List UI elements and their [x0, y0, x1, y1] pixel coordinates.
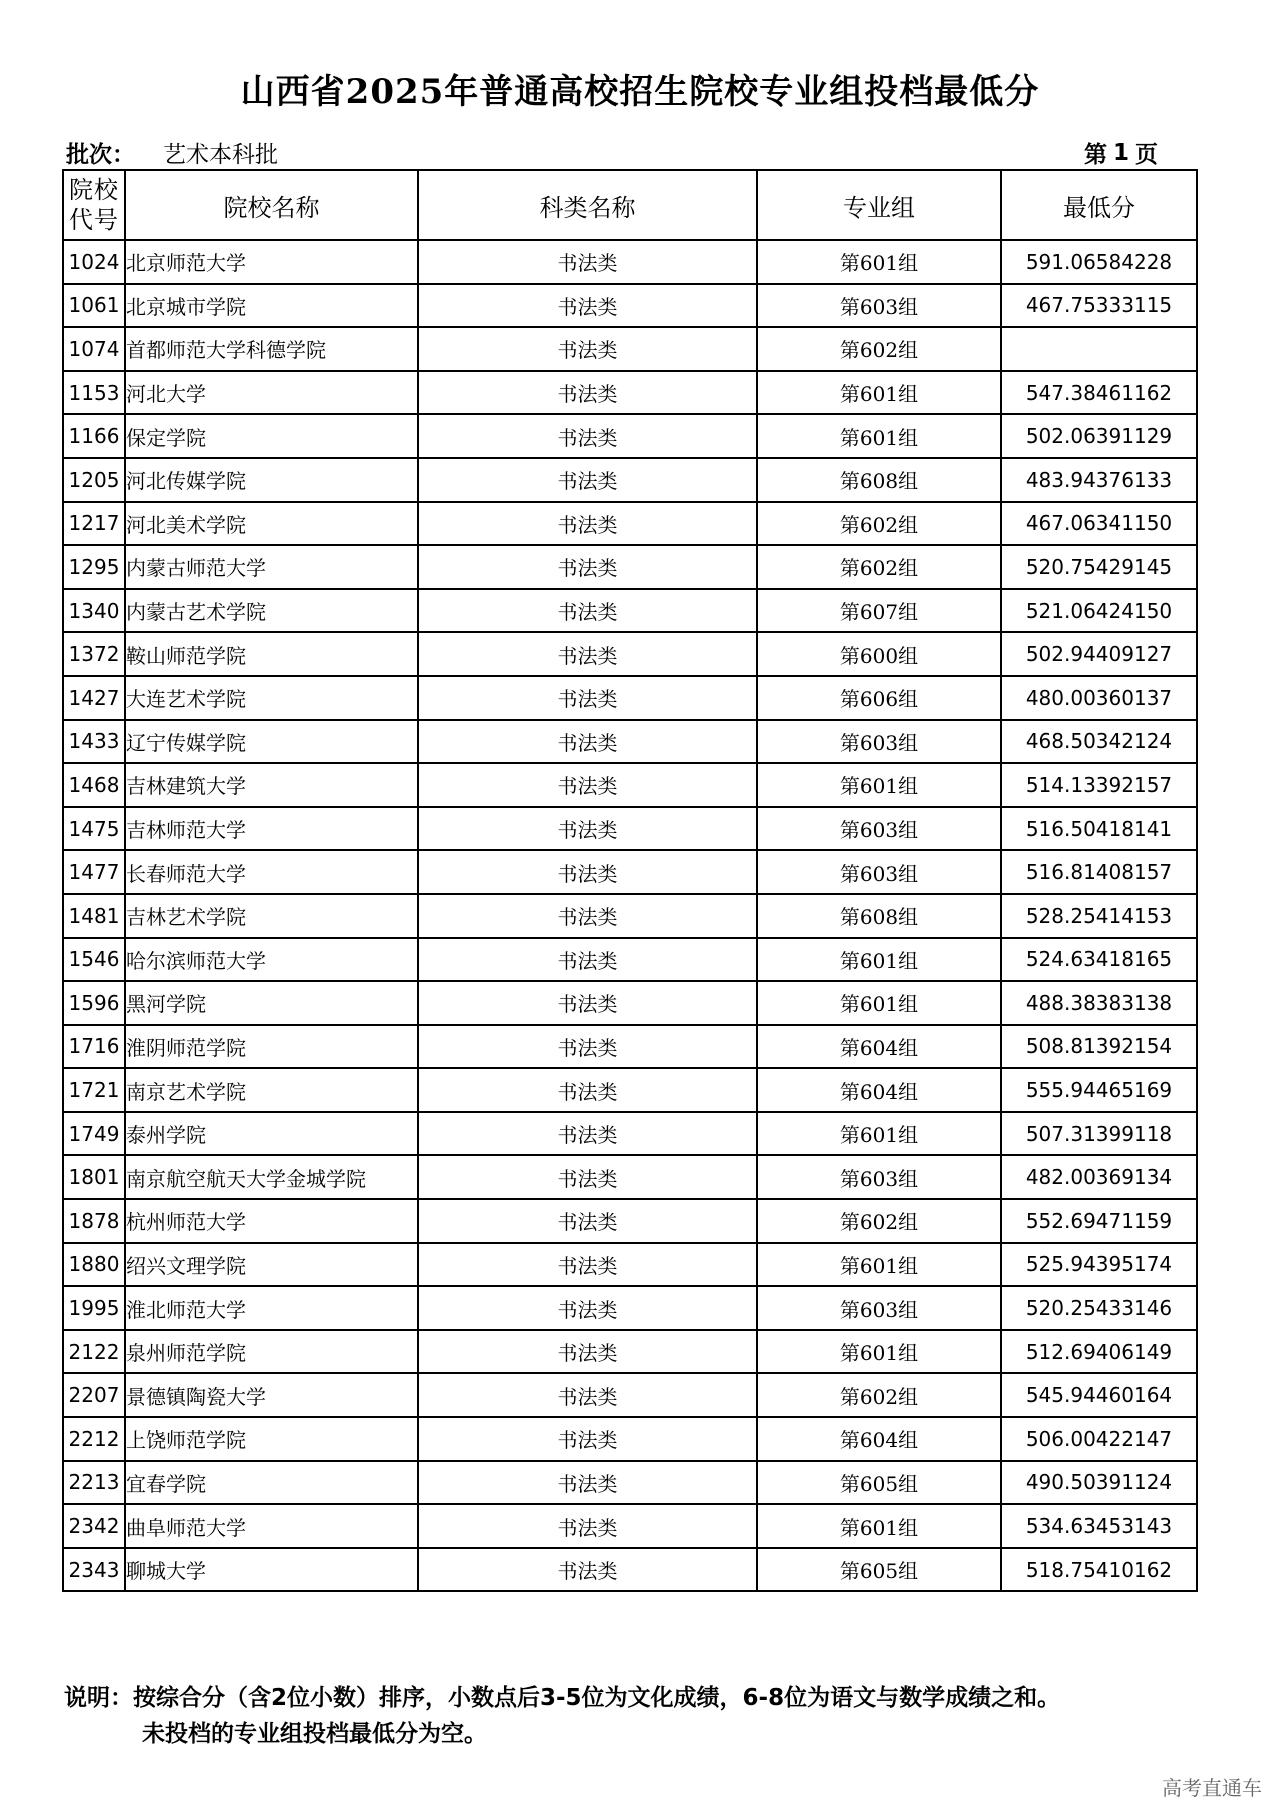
admission-score-table: [62, 169, 1198, 1592]
table-row: [63, 676, 1197, 720]
school-name-cell: 杭州师范大学: [125, 1199, 418, 1243]
table-row: [63, 1068, 1197, 1112]
min-score-cell: 534.63453143: [1001, 1504, 1197, 1548]
major-group-cell: 第601组: [757, 1243, 1001, 1287]
watermark: 高考直通车: [1162, 1776, 1262, 1800]
school-code-cell: 1061: [63, 284, 125, 328]
school-name-cell: 宜春学院: [125, 1461, 418, 1505]
school-code-cell: 1427: [63, 676, 125, 720]
school-name-cell: 吉林师范大学: [125, 807, 418, 851]
school-name-cell: 北京师范大学: [125, 240, 418, 284]
major-group-cell: 第603组: [757, 720, 1001, 764]
category-cell: 书法类: [418, 1068, 757, 1112]
table-row: [63, 1286, 1197, 1330]
school-code-cell: 1477: [63, 850, 125, 894]
category-cell: 书法类: [418, 1548, 757, 1592]
school-name-cell: 保定学院: [125, 414, 418, 458]
min-score-cell: 508.81392154: [1001, 1025, 1197, 1069]
min-score-cell: [1001, 327, 1197, 371]
major-group-cell: 第601组: [757, 240, 1001, 284]
category-cell: 书法类: [418, 240, 757, 284]
min-score-cell: 483.94376133: [1001, 458, 1197, 502]
school-code-cell: 1880: [63, 1243, 125, 1287]
min-score-cell: 467.06341150: [1001, 502, 1197, 546]
min-score-cell: 482.00369134: [1001, 1155, 1197, 1199]
major-group-cell: 第602组: [757, 1199, 1001, 1243]
table-row: [63, 1330, 1197, 1374]
school-name-cell: 淮北师范大学: [125, 1286, 418, 1330]
table-row: [63, 763, 1197, 807]
school-code-cell: 1372: [63, 632, 125, 676]
table-row: [63, 284, 1197, 328]
school-code-cell: 1596: [63, 981, 125, 1025]
table-row: [63, 938, 1197, 982]
category-cell: 书法类: [418, 894, 757, 938]
major-group-cell: 第601组: [757, 414, 1001, 458]
min-score-cell: 507.31399118: [1001, 1112, 1197, 1156]
school-code-cell: 1295: [63, 545, 125, 589]
major-group-cell: 第604组: [757, 1068, 1001, 1112]
school-code-cell: 1166: [63, 414, 125, 458]
category-cell: 书法类: [418, 545, 757, 589]
school-name-cell: 鞍山师范学院: [125, 632, 418, 676]
table-row: [63, 981, 1197, 1025]
category-cell: 书法类: [418, 371, 757, 415]
school-code-cell: 1205: [63, 458, 125, 502]
school-code-cell: 2342: [63, 1504, 125, 1548]
school-code-cell: 1546: [63, 938, 125, 982]
header-school-code: 院校 代号: [63, 170, 125, 240]
table-row: [63, 589, 1197, 633]
school-name-cell: 大连艺术学院: [125, 676, 418, 720]
major-group-cell: 第601组: [757, 938, 1001, 982]
table-row: [63, 632, 1197, 676]
school-code-cell: 1481: [63, 894, 125, 938]
school-name-cell: 内蒙古师范大学: [125, 545, 418, 589]
school-name-cell: 聊城大学: [125, 1548, 418, 1592]
category-cell: 书法类: [418, 1199, 757, 1243]
min-score-cell: 468.50342124: [1001, 720, 1197, 764]
min-score-cell: 528.25414153: [1001, 894, 1197, 938]
table-row: [63, 850, 1197, 894]
min-score-cell: 525.94395174: [1001, 1243, 1197, 1287]
table-header-row: [63, 170, 1197, 240]
category-cell: 书法类: [418, 1330, 757, 1374]
school-name-cell: 河北传媒学院: [125, 458, 418, 502]
school-code-cell: 2213: [63, 1461, 125, 1505]
school-name-cell: 内蒙古艺术学院: [125, 589, 418, 633]
category-cell: 书法类: [418, 414, 757, 458]
min-score-cell: 506.00422147: [1001, 1417, 1197, 1461]
school-name-cell: 哈尔滨师范大学: [125, 938, 418, 982]
category-cell: 书法类: [418, 458, 757, 502]
table-row: [63, 1417, 1197, 1461]
min-score-cell: 520.25433146: [1001, 1286, 1197, 1330]
category-cell: 书法类: [418, 1112, 757, 1156]
min-score-cell: 591.06584228: [1001, 240, 1197, 284]
major-group-cell: 第601组: [757, 371, 1001, 415]
table-row: [63, 458, 1197, 502]
school-code-cell: 1153: [63, 371, 125, 415]
school-code-cell: 1721: [63, 1068, 125, 1112]
page-suffix: 页: [1135, 142, 1158, 168]
school-code-cell: 1995: [63, 1286, 125, 1330]
table-row: [63, 1373, 1197, 1417]
header-min-score: 最低分: [1001, 170, 1197, 240]
category-cell: 书法类: [418, 676, 757, 720]
table-row: [63, 1548, 1197, 1592]
school-code-cell: 1340: [63, 589, 125, 633]
major-group-cell: 第602组: [757, 1373, 1001, 1417]
major-group-cell: 第602组: [757, 545, 1001, 589]
table-body: [63, 240, 1197, 1591]
min-score-cell: 555.94465169: [1001, 1068, 1197, 1112]
category-cell: 书法类: [418, 981, 757, 1025]
major-group-cell: 第602组: [757, 502, 1001, 546]
category-cell: 书法类: [418, 763, 757, 807]
min-score-cell: 480.00360137: [1001, 676, 1197, 720]
school-code-cell: 2207: [63, 1373, 125, 1417]
school-name-cell: 南京艺术学院: [125, 1068, 418, 1112]
category-cell: 书法类: [418, 327, 757, 371]
major-group-cell: 第608组: [757, 894, 1001, 938]
school-name-cell: 吉林艺术学院: [125, 894, 418, 938]
major-group-cell: 第603组: [757, 850, 1001, 894]
table-row: [63, 1461, 1197, 1505]
category-cell: 书法类: [418, 589, 757, 633]
category-cell: 书法类: [418, 850, 757, 894]
school-name-cell: 南京航空航天大学金城学院: [125, 1155, 418, 1199]
school-code-cell: 1475: [63, 807, 125, 851]
major-group-cell: 第604组: [757, 1417, 1001, 1461]
school-name-cell: 上饶师范学院: [125, 1417, 418, 1461]
major-group-cell: 第601组: [757, 1112, 1001, 1156]
page-indicator: [1084, 136, 1158, 169]
min-score-cell: 520.75429145: [1001, 545, 1197, 589]
header-major-group: 专业组: [757, 170, 1001, 240]
min-score-cell: 516.81408157: [1001, 850, 1197, 894]
table-row: [63, 894, 1197, 938]
school-code-cell: 1024: [63, 240, 125, 284]
min-score-cell: 516.50418141: [1001, 807, 1197, 851]
school-name-cell: 辽宁传媒学院: [125, 720, 418, 764]
table-row: [63, 720, 1197, 764]
major-group-cell: 第603组: [757, 1155, 1001, 1199]
major-group-cell: 第605组: [757, 1548, 1001, 1592]
category-cell: 书法类: [418, 1417, 757, 1461]
category-cell: 书法类: [418, 1155, 757, 1199]
school-name-cell: 泉州师范学院: [125, 1330, 418, 1374]
batch-label: 批次：: [66, 142, 135, 168]
header-category: 科类名称: [418, 170, 757, 240]
table-row: [63, 414, 1197, 458]
category-cell: 书法类: [418, 720, 757, 764]
table-row: [63, 502, 1197, 546]
category-cell: 书法类: [418, 1025, 757, 1069]
table-row: [63, 1243, 1197, 1287]
notes: [64, 1680, 1060, 1752]
school-name-cell: 绍兴文理学院: [125, 1243, 418, 1287]
category-cell: 书法类: [418, 502, 757, 546]
page-prefix: 第: [1083, 142, 1107, 168]
header-school-name: 院校名称: [125, 170, 418, 240]
table-row: [63, 1112, 1197, 1156]
school-code-cell: 1074: [63, 327, 125, 371]
school-name-cell: 北京城市学院: [125, 284, 418, 328]
min-score-cell: 552.69471159: [1001, 1199, 1197, 1243]
page-title: 山西省2025年普通高校招生院校专业组投档最低分: [240, 72, 1040, 112]
school-name-cell: 景德镇陶瓷大学: [125, 1373, 418, 1417]
category-cell: 书法类: [418, 1504, 757, 1548]
min-score-cell: 545.94460164: [1001, 1373, 1197, 1417]
school-name-cell: 曲阜师范大学: [125, 1504, 418, 1548]
major-group-cell: 第605组: [757, 1461, 1001, 1505]
category-cell: 书法类: [418, 1286, 757, 1330]
school-code-cell: 1217: [63, 502, 125, 546]
major-group-cell: 第603组: [757, 807, 1001, 851]
category-cell: 书法类: [418, 807, 757, 851]
school-code-cell: 2212: [63, 1417, 125, 1461]
min-score-cell: 524.63418165: [1001, 938, 1197, 982]
table-row: [63, 371, 1197, 415]
school-code-cell: 1433: [63, 720, 125, 764]
min-score-cell: 467.75333115: [1001, 284, 1197, 328]
major-group-cell: 第604组: [757, 1025, 1001, 1069]
min-score-cell: 512.69406149: [1001, 1330, 1197, 1374]
major-group-cell: 第608组: [757, 458, 1001, 502]
category-cell: 书法类: [418, 632, 757, 676]
min-score-cell: 547.38461162: [1001, 371, 1197, 415]
min-score-cell: 490.50391124: [1001, 1461, 1197, 1505]
category-cell: 书法类: [418, 1461, 757, 1505]
school-code-cell: 2343: [63, 1548, 125, 1592]
min-score-cell: 502.94409127: [1001, 632, 1197, 676]
batch-value: 艺术本科批: [163, 142, 278, 168]
min-score-cell: 521.06424150: [1001, 589, 1197, 633]
min-score-cell: 488.38383138: [1001, 981, 1197, 1025]
table-row: [63, 545, 1197, 589]
table-row: [63, 327, 1197, 371]
school-code-cell: 2122: [63, 1330, 125, 1374]
batch-info: [66, 136, 278, 169]
school-code-cell: 1749: [63, 1112, 125, 1156]
school-name-cell: 淮阴师范学院: [125, 1025, 418, 1069]
category-cell: 书法类: [418, 1243, 757, 1287]
school-name-cell: 首都师范大学科德学院: [125, 327, 418, 371]
category-cell: 书法类: [418, 284, 757, 328]
table-row: [63, 1199, 1197, 1243]
major-group-cell: 第601组: [757, 1504, 1001, 1548]
school-code-cell: 1878: [63, 1199, 125, 1243]
school-name-cell: 河北美术学院: [125, 502, 418, 546]
major-group-cell: 第601组: [757, 981, 1001, 1025]
school-code-cell: 1468: [63, 763, 125, 807]
note-line-1: 说明：按综合分（含2位小数）排序，小数点后3-5位为文化成绩，6-8位为语文与数学成绩之和。: [64, 1685, 1061, 1711]
school-code-cell: 1801: [63, 1155, 125, 1199]
school-name-cell: 河北大学: [125, 371, 418, 415]
note-line-2: 未投档的专业组投档最低分为空。: [142, 1721, 487, 1747]
major-group-cell: 第607组: [757, 589, 1001, 633]
major-group-cell: 第603组: [757, 1286, 1001, 1330]
page-number: 1: [1112, 139, 1129, 166]
category-cell: 书法类: [418, 938, 757, 982]
min-score-cell: 514.13392157: [1001, 763, 1197, 807]
min-score-cell: 518.75410162: [1001, 1548, 1197, 1592]
table-row: [63, 1504, 1197, 1548]
major-group-cell: 第601组: [757, 1330, 1001, 1374]
major-group-cell: 第603组: [757, 284, 1001, 328]
table-row: [63, 1155, 1197, 1199]
table-row: [63, 807, 1197, 851]
table-row: [63, 1025, 1197, 1069]
major-group-cell: 第602组: [757, 327, 1001, 371]
school-code-cell: 1716: [63, 1025, 125, 1069]
school-name-cell: 长春师范大学: [125, 850, 418, 894]
table-row: [63, 240, 1197, 284]
school-name-cell: 吉林建筑大学: [125, 763, 418, 807]
category-cell: 书法类: [418, 1373, 757, 1417]
school-name-cell: 泰州学院: [125, 1112, 418, 1156]
min-score-cell: 502.06391129: [1001, 414, 1197, 458]
school-name-cell: 黑河学院: [125, 981, 418, 1025]
major-group-cell: 第601组: [757, 763, 1001, 807]
major-group-cell: 第606组: [757, 676, 1001, 720]
major-group-cell: 第600组: [757, 632, 1001, 676]
